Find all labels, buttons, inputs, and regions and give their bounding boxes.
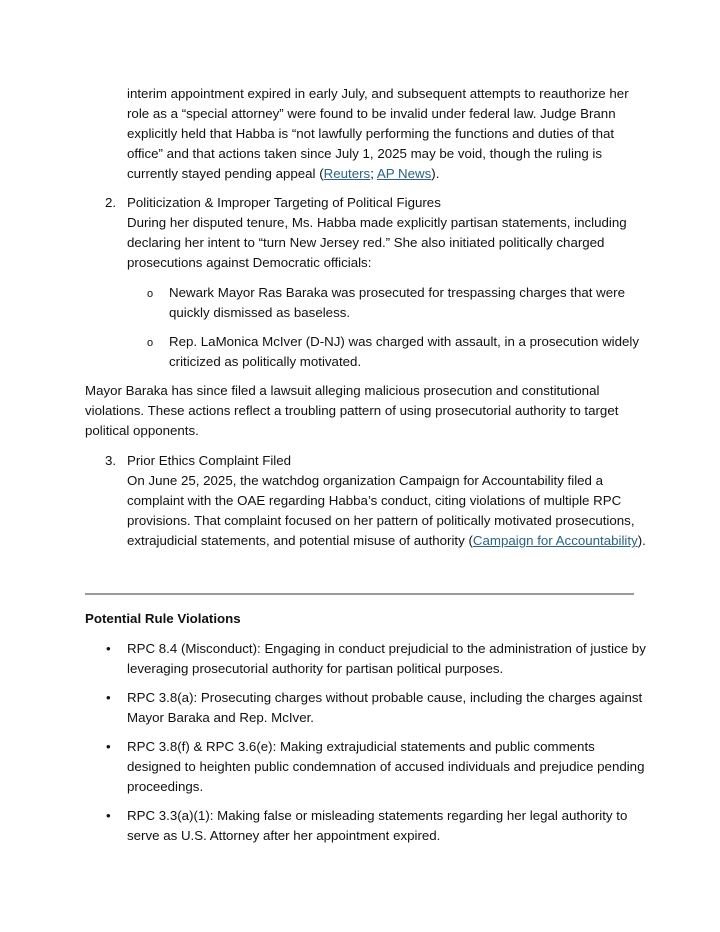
circle-bullet-icon: o — [147, 288, 154, 300]
item-title: Prior Ethics Complaint Filed — [127, 453, 292, 468]
violation-list-item — [106, 688, 646, 728]
bullet-icon: • — [106, 739, 111, 754]
ap-news-link[interactable]: AP News — [376, 166, 432, 181]
bullet-icon: • — [106, 641, 111, 656]
violation-text: RPC 8.4 (Misconduct): Engaging in conduct prejudicial to the administration of justice by leveraging prosecutorial authority for partisan political purposes. — [127, 641, 646, 676]
numbered-item-2 — [105, 193, 650, 273]
violation-list-item — [106, 806, 646, 846]
baraka-paragraph: Mayor Baraka has since filed a lawsuit alleging malicious prosecution and constitutional violations. These actions reflect a troubling pattern of using prosecutorial authority to target political opponents. — [85, 383, 619, 438]
horizontal-divider — [85, 593, 634, 595]
violation-text: RPC 3.8(f) & RPC 3.6(e): Making extrajudicial statements and public comments designed to heighten public condemnation of accused individuals and prejudice pending proceedings. — [127, 739, 645, 794]
violation-text: RPC 3.3(a)(1): Making false or misleading statements regarding her legal authority to serve as U.S. Attorney after her appointment expired. — [127, 808, 628, 843]
violation-text: RPC 3.8(a): Prosecuting charges without probable cause, including the charges against Mayor Baraka and Rep. McIver. — [127, 690, 643, 725]
violation-list-item — [106, 639, 646, 679]
bullet-icon: • — [106, 808, 111, 823]
intro-closing: ). — [431, 166, 440, 181]
item-number: 2. — [105, 195, 117, 210]
sub-list-item — [147, 283, 647, 323]
intro-paragraph — [127, 84, 647, 184]
item-number: 3. — [105, 453, 117, 468]
intro-text: interim appointment expired in early July, and subsequent attempts to reauthorize her role as a “special attorney” were found to be invalid under federal law. Judge Brann explicitly held that Habba is “not lawfully performing the functions and duties of that office” and that actions taken since July 1, 2025 may be void, though the ruling is currently stayed pending appeal ( — [127, 86, 629, 181]
campaign-for-accountability-link[interactable]: Campaign for Accountability — [472, 533, 638, 548]
link-separator: ; — [370, 166, 377, 181]
circle-bullet-icon: o — [147, 337, 154, 349]
item-body-closing: ). — [637, 533, 646, 548]
sub-item-text: Rep. LaMonica McIver (D-NJ) was charged with assault, in a prosecution widely criticized as politically motivated. — [169, 334, 640, 369]
item-body — [127, 471, 650, 551]
sub-item-text: Newark Mayor Ras Baraka was prosecuted for trespassing charges that were quickly dismissed as baseless. — [169, 285, 625, 320]
section-heading: Potential Rule Violations — [85, 611, 241, 626]
reuters-link[interactable]: Reuters — [323, 166, 371, 181]
sub-list-item — [147, 332, 647, 372]
item-body-text: On June 25, 2025, the watchdog organization Campaign for Accountability filed a complaint with the OAE regarding Habba’s conduct, citing violations of multiple RPC provisions. That complaint focused on her pattern of politically motivated prosecutions, extrajudicial statements, and potential misuse of authority ( — [127, 473, 635, 548]
item-title: Politicization & Improper Targeting of Political Figures — [127, 195, 441, 210]
violation-list-item — [106, 737, 646, 797]
item-body: During her disputed tenure, Ms. Habba made explicitly partisan statements, including declaring her intent to “turn New Jersey red.” She also initiated politically charged prosecutions against Democratic officials: — [127, 215, 627, 270]
numbered-item-3 — [105, 451, 650, 551]
bullet-icon: • — [106, 690, 111, 705]
